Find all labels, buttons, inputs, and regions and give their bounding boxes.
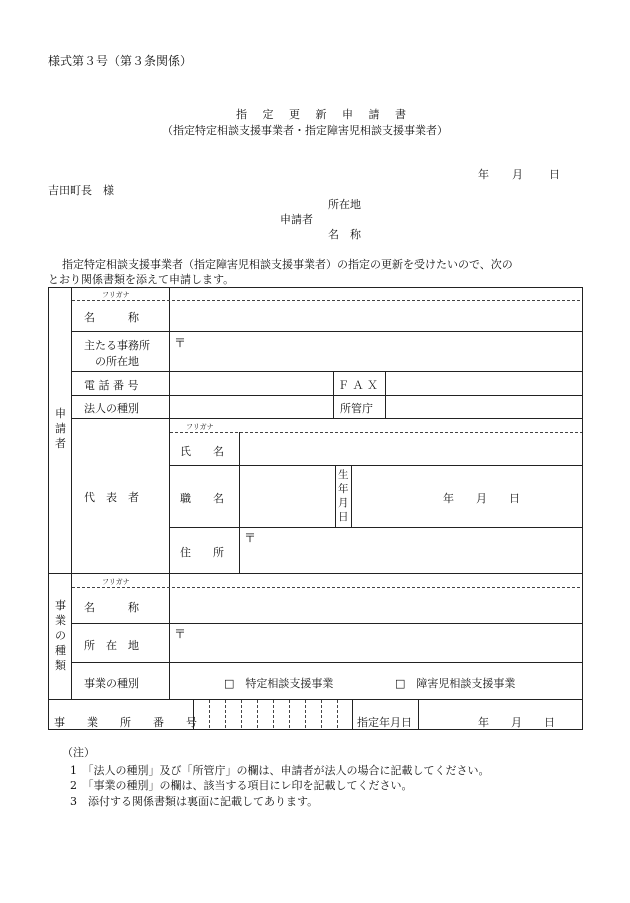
biz-name-label: 名 称 (84, 601, 139, 614)
option-child-consultation-checkbox[interactable]: □ 障害児相談支援事業 (395, 677, 516, 690)
name-input[interactable] (170, 301, 582, 331)
phone-label: 電 話 番 号 (84, 379, 139, 392)
section-business-label: 事 業 の 種 類 (55, 599, 66, 672)
form-number: 様式第３号（第３条関係） (48, 54, 193, 68)
representative-label: 代 表 者 (84, 491, 139, 504)
phone-input[interactable] (170, 372, 333, 395)
applicant-name-label: 名 称 (328, 228, 361, 241)
biz-location-label: 所 在 地 (84, 639, 139, 652)
birth-date-input[interactable] (352, 466, 582, 527)
office-number-label: 事 業 所 番 号 (54, 716, 197, 729)
date-day-label: 日 (549, 168, 560, 181)
corp-type-input[interactable] (170, 396, 333, 418)
rep-name-input[interactable] (240, 433, 582, 465)
furigana-input[interactable] (170, 288, 582, 300)
note-item: 1 「法人の種別」及び「所管庁」の欄は、申請者が法人の場合に記載してください。 (70, 764, 490, 777)
jurisdiction-label: 所管庁 (340, 402, 373, 415)
rep-title-label: 職 名 (180, 492, 224, 505)
applicant-address-label: 所在地 (328, 198, 361, 211)
designation-date-value: 年 月 日 (478, 716, 555, 729)
office-location-label-1: 主たる事務所 (84, 339, 150, 352)
rep-address-label: 住 所 (180, 546, 224, 559)
body-text-line1: 指定特定相談支援事業者（指定障害児相談支援事業者）の指定の更新を受けたいので、次の (62, 258, 513, 271)
fax-label: Ｆ Ａ Ｘ (338, 379, 378, 392)
body-text-line2: とおり関係書類を添えて申請します。 (48, 273, 235, 286)
rep-postal-mark: 〒 (244, 531, 257, 545)
addressee: 吉田町長 様 (48, 184, 114, 197)
note-item: 2 「事業の種別」の欄は、該当する項目にレ印を記載してください。 (70, 779, 413, 792)
office-number-input[interactable] (194, 700, 352, 729)
office-location-label-2: の所在地 (95, 355, 139, 368)
biz-location-input[interactable] (170, 624, 582, 662)
birth-date-label: 生 年 月 日 (338, 469, 349, 523)
rep-furigana-label: フリガナ (186, 423, 214, 431)
corp-type-label: 法人の種別 (84, 402, 139, 415)
birth-date-value: 年 月 日 (443, 492, 520, 505)
option-specified-consultation-checkbox[interactable]: □ 特定相談支援事業 (224, 677, 334, 690)
page-title: 指 定 更 新 申 請 書 (236, 108, 412, 121)
fax-input[interactable] (386, 372, 582, 395)
biz-furigana-input[interactable] (170, 574, 582, 587)
notes-heading: （注） (62, 746, 95, 759)
applicant-label: 申請者 (280, 213, 313, 226)
furigana-label: フリガナ (102, 291, 130, 299)
date-year-label: 年 (478, 168, 489, 181)
rep-name-label: 氏 名 (180, 445, 224, 458)
note-item: 3 添付する関係書類は裏面に記載してあります。 (70, 795, 319, 808)
date-month-label: 月 (512, 168, 523, 181)
name-label: 名 称 (84, 311, 139, 324)
jurisdiction-input[interactable] (386, 396, 582, 418)
designation-date-label: 指定年月日 (357, 716, 412, 729)
biz-type-label: 事業の種別 (84, 677, 139, 690)
designation-date-input[interactable] (419, 700, 582, 729)
rep-address-input[interactable] (240, 528, 582, 573)
biz-name-input[interactable] (170, 588, 582, 623)
biz-furigana-label: フリガナ (102, 578, 130, 586)
postal-mark: 〒 (174, 336, 187, 350)
office-location-input[interactable] (170, 332, 582, 371)
section-applicant-label: 申 請 者 (55, 407, 66, 450)
rep-title-input[interactable] (240, 466, 335, 527)
rep-furigana-input[interactable] (240, 419, 582, 432)
page-subtitle: （指定特定相談支援事業者・指定障害児相談支援事業者） (162, 124, 448, 137)
biz-postal-mark: 〒 (174, 627, 187, 641)
